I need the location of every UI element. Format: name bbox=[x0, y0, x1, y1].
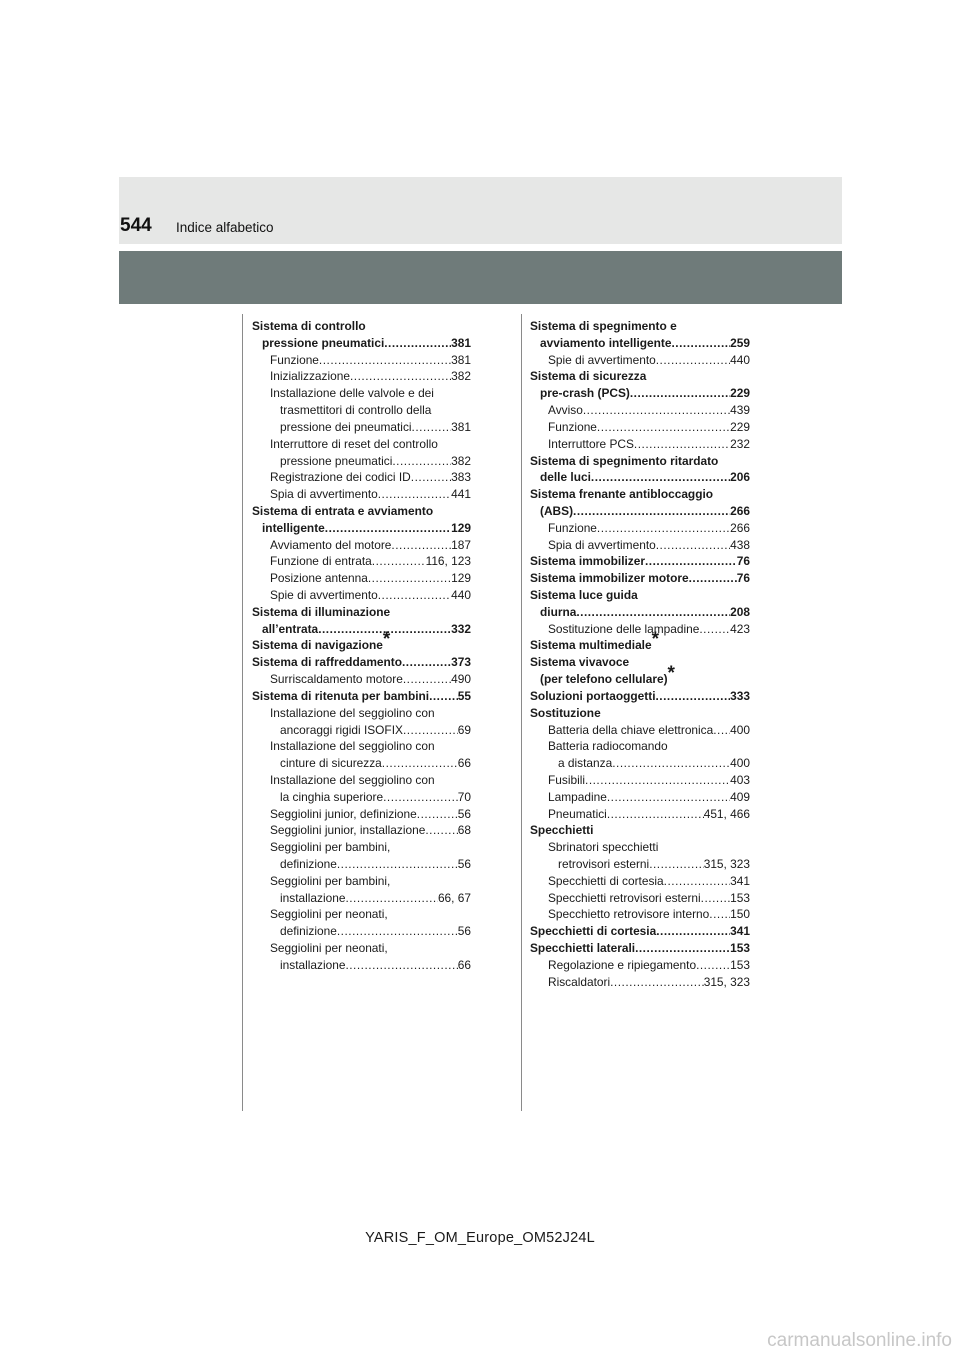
index-entry bbox=[252, 503, 471, 520]
index-entry-label: Sistema di entrata e avviamento bbox=[252, 503, 434, 518]
index-entry-label: Soluzioni portaoggetti bbox=[530, 688, 656, 703]
index-entry bbox=[252, 705, 471, 722]
index-entry-page: 266 bbox=[730, 503, 750, 518]
index-entry-label: Sistema luce guida bbox=[530, 588, 638, 602]
index-entry bbox=[252, 368, 471, 385]
index-entry-label: Sistema di controllo bbox=[252, 319, 366, 333]
index-entry-label: Seggiolini per bambini, bbox=[270, 840, 391, 855]
index-entry-page: 409 bbox=[730, 789, 750, 804]
dot-leader bbox=[573, 503, 730, 520]
dot-leader bbox=[337, 923, 458, 940]
index-entry-label: Riscaldatori bbox=[548, 974, 611, 989]
index-entry-label: Sistema di raffreddamento bbox=[252, 655, 402, 670]
index-entry bbox=[530, 755, 750, 772]
index-entry-label: Specchietti retrovisori esterni bbox=[548, 890, 701, 905]
index-entry bbox=[530, 839, 750, 856]
dot-leader bbox=[378, 486, 451, 503]
index-entry bbox=[530, 537, 750, 554]
index-entry-label: Funzione bbox=[548, 419, 597, 434]
index-entry bbox=[252, 453, 471, 470]
index-entry bbox=[530, 570, 750, 587]
index-entry bbox=[530, 906, 750, 923]
index-entry-label: Batteria radiocomando bbox=[548, 739, 668, 754]
index-entry bbox=[252, 940, 471, 957]
index-entry-page: 423 bbox=[730, 621, 750, 636]
index-entry bbox=[530, 738, 750, 755]
index-entry-label: Sistema multimediale bbox=[530, 638, 652, 653]
index-entry-page: 68 bbox=[457, 823, 471, 838]
dot-leader bbox=[383, 789, 458, 806]
index-entry bbox=[530, 368, 750, 385]
index-entry-page: 315, 323 bbox=[703, 974, 750, 989]
index-entry-page: 69 bbox=[457, 722, 471, 737]
dot-leader bbox=[350, 368, 451, 385]
index-entry-label: Specchietti di cortesia bbox=[530, 924, 657, 939]
dot-leader bbox=[610, 974, 704, 991]
dot-leader bbox=[699, 621, 730, 638]
index-entry-label: ancoraggi rigidi ISOFIX bbox=[280, 722, 403, 737]
index-entry bbox=[252, 419, 471, 436]
index-entry bbox=[252, 629, 471, 654]
index-entry-page: 187 bbox=[451, 537, 471, 552]
index-entry bbox=[530, 923, 750, 940]
index-entry bbox=[530, 806, 750, 823]
index-entry-label: Spia di avvertimento bbox=[548, 537, 656, 552]
index-entry-page: 451, 466 bbox=[703, 806, 750, 821]
index-entry-page: 381 bbox=[451, 419, 471, 434]
dot-leader bbox=[345, 890, 437, 907]
dot-leader bbox=[630, 385, 730, 402]
index-entry bbox=[530, 621, 750, 638]
index-entry-label: Avviamento del motore bbox=[270, 537, 392, 552]
index-entry bbox=[252, 436, 471, 453]
index-entry-page: 229 bbox=[730, 419, 750, 434]
index-entry bbox=[252, 335, 471, 352]
index-entry bbox=[252, 671, 471, 688]
section-color-band bbox=[119, 251, 842, 304]
index-entry-label: intelligente bbox=[262, 520, 325, 535]
index-entry-label: cinture di sicurezza bbox=[280, 756, 382, 771]
index-entry-label: Sistema di navigazione bbox=[252, 638, 383, 653]
index-entry-page: 341 bbox=[730, 924, 750, 939]
index-entry bbox=[252, 755, 471, 772]
asterisk-icon: * bbox=[651, 629, 660, 651]
document-code: YARIS_F_OM_Europe_OM52J24L bbox=[365, 1230, 595, 1246]
dot-leader bbox=[345, 957, 457, 974]
index-entry bbox=[530, 335, 750, 352]
index-entry-label: Batteria della chiave elettronica bbox=[548, 722, 714, 737]
index-entry bbox=[530, 385, 750, 402]
index-entry-label: Avviso bbox=[548, 403, 583, 418]
index-entry-label: Inizializzazione bbox=[270, 369, 350, 384]
dot-leader bbox=[372, 553, 426, 570]
index-entry-label: installazione bbox=[280, 957, 346, 972]
dot-leader bbox=[656, 923, 730, 940]
index-entry bbox=[530, 822, 750, 839]
index-entry bbox=[530, 722, 750, 739]
index-entry-label: Installazione del seggiolino con bbox=[270, 739, 435, 754]
index-entry-page: 259 bbox=[730, 335, 750, 350]
index-entry bbox=[530, 604, 750, 621]
index-entry-page: 400 bbox=[730, 756, 750, 771]
index-entry-page: 66 bbox=[457, 957, 471, 972]
index-entry-label: pressione pneumatici bbox=[262, 335, 385, 350]
dot-leader bbox=[585, 772, 730, 789]
index-entry bbox=[530, 654, 750, 671]
index-entry bbox=[530, 873, 750, 890]
index-entry bbox=[252, 553, 471, 570]
index-column-left bbox=[252, 318, 471, 974]
index-entry bbox=[530, 486, 750, 503]
dot-leader bbox=[402, 654, 451, 671]
dot-leader bbox=[368, 570, 451, 587]
index-entry-page: 333 bbox=[730, 688, 750, 703]
index-entry bbox=[530, 957, 750, 974]
section-title: Indice alfabetico bbox=[176, 220, 274, 235]
index-entry-label: Sistema di ritenuta per bambini bbox=[252, 688, 430, 703]
index-entry bbox=[530, 419, 750, 436]
index-entry-label: Seggiolini junior, installazione bbox=[270, 823, 426, 838]
index-entry-page: 383 bbox=[451, 470, 471, 485]
index-entry bbox=[252, 621, 471, 638]
index-entry bbox=[252, 469, 471, 486]
dot-leader bbox=[382, 755, 458, 772]
dot-leader bbox=[392, 453, 451, 470]
index-entry bbox=[252, 789, 471, 806]
index-entry-page: 382 bbox=[451, 453, 471, 468]
index-entry-label: Installazione del seggiolino con bbox=[270, 772, 435, 787]
index-entry-label: Funzione di entrata bbox=[270, 554, 372, 569]
index-entry-page: 66 bbox=[457, 756, 471, 771]
dot-leader bbox=[576, 604, 730, 621]
dot-leader bbox=[384, 335, 451, 352]
index-entry-page: 153 bbox=[730, 941, 750, 956]
asterisk-icon: * bbox=[667, 663, 675, 685]
index-entry-page: 56 bbox=[457, 857, 471, 871]
index-entry-label: (ABS) bbox=[540, 503, 574, 518]
index-entry bbox=[530, 469, 750, 486]
dot-leader bbox=[591, 469, 730, 486]
index-entry-label: delle luci bbox=[540, 470, 591, 485]
index-entry bbox=[252, 486, 471, 503]
dot-leader bbox=[403, 722, 458, 739]
dot-leader bbox=[412, 419, 452, 436]
index-entry-label: definizione bbox=[280, 857, 337, 871]
dot-leader bbox=[325, 520, 451, 537]
dot-leader bbox=[645, 553, 737, 570]
index-entry bbox=[530, 553, 750, 570]
index-entry bbox=[252, 839, 471, 856]
index-entry-page: 403 bbox=[730, 772, 750, 787]
index-entry-label: Interruttore di reset del controllo bbox=[270, 436, 438, 451]
index-entry-page: 129 bbox=[451, 571, 471, 586]
index-entry bbox=[252, 537, 471, 554]
index-column-right bbox=[530, 318, 750, 991]
index-entry-label: Regolazione e ripiegamento bbox=[548, 957, 697, 972]
index-entry-page: 153 bbox=[730, 957, 750, 972]
dot-leader bbox=[337, 856, 458, 873]
index-entry-page: 373 bbox=[451, 655, 471, 670]
index-entry-label: Surriscaldamento motore bbox=[270, 672, 403, 687]
index-entry-page: 400 bbox=[730, 722, 750, 737]
index-entry bbox=[530, 629, 750, 654]
index-entry-page: 381 bbox=[451, 352, 471, 367]
dot-leader bbox=[597, 419, 730, 436]
index-entry bbox=[530, 503, 750, 520]
index-entry bbox=[252, 318, 471, 335]
index-entry bbox=[252, 402, 471, 419]
index-entry-label: Sistema immobilizer bbox=[530, 554, 645, 569]
index-entry-label: Sistema di spegnimento ritardato bbox=[530, 453, 719, 468]
dot-leader bbox=[656, 352, 730, 369]
index-entry-label: Installazione delle valvole e dei bbox=[270, 386, 434, 401]
index-entry bbox=[252, 906, 471, 923]
index-entry-page: 382 bbox=[451, 369, 471, 384]
index-entry-page: 208 bbox=[730, 604, 750, 619]
index-entry bbox=[530, 436, 750, 453]
index-entry-label: Funzione bbox=[270, 352, 319, 367]
left-column-rule bbox=[242, 314, 243, 1111]
index-entry bbox=[252, 654, 471, 671]
index-entry-label: Sbrinatori specchietti bbox=[548, 840, 659, 855]
index-entry-label: Sistema vivavoce bbox=[530, 655, 630, 670]
index-entry bbox=[252, 738, 471, 755]
dot-leader bbox=[391, 537, 451, 554]
index-entry-label: Interruttore PCS bbox=[548, 436, 634, 451]
index-entry-label: a distanza bbox=[558, 756, 613, 771]
dot-leader bbox=[429, 688, 458, 705]
dot-leader bbox=[607, 789, 730, 806]
index-entry bbox=[530, 940, 750, 957]
index-entry-label: la cinghia superiore bbox=[280, 789, 384, 804]
index-entry bbox=[530, 688, 750, 705]
index-entry-label: pre-crash (PCS) bbox=[540, 386, 630, 401]
index-entry-page: 150 bbox=[730, 907, 750, 922]
index-entry-label: all’entrata bbox=[262, 621, 319, 636]
index-entry-label: diurna bbox=[540, 604, 577, 619]
index-entry-label: Spie di avvertimento bbox=[270, 588, 378, 602]
index-entry-page: 341 bbox=[730, 873, 750, 888]
dot-leader bbox=[672, 335, 731, 352]
index-entry-page: 490 bbox=[451, 672, 471, 687]
index-entry-page: 332 bbox=[451, 621, 471, 636]
index-entry bbox=[252, 352, 471, 369]
index-entry-page: 232 bbox=[730, 436, 750, 451]
watermark: carmanualsonline.info bbox=[767, 1330, 952, 1351]
index-entry bbox=[252, 385, 471, 402]
index-entry bbox=[530, 705, 750, 722]
index-entry-page: 206 bbox=[730, 470, 750, 485]
index-entry-page: 66, 67 bbox=[437, 890, 471, 905]
index-entry-label: Sistema immobilizer motore bbox=[530, 571, 689, 586]
index-entry-label: Sistema frenante antibloccaggio bbox=[530, 487, 714, 502]
dot-leader bbox=[689, 570, 737, 587]
index-entry bbox=[252, 604, 471, 621]
index-entry-label: Sostituzione bbox=[530, 705, 601, 720]
index-entry-page: 153 bbox=[730, 890, 750, 905]
index-entry-label: installazione bbox=[280, 890, 346, 905]
dot-leader bbox=[701, 890, 730, 907]
dot-leader bbox=[709, 906, 730, 923]
dot-leader bbox=[696, 957, 730, 974]
index-entry bbox=[252, 688, 471, 705]
index-entry-label: Seggiolini per neonati, bbox=[270, 941, 388, 956]
index-entry bbox=[530, 772, 750, 789]
index-entry bbox=[252, 822, 471, 839]
index-entry bbox=[530, 890, 750, 907]
index-entry bbox=[530, 318, 750, 335]
index-entry-label: Sistema di sicurezza bbox=[530, 369, 647, 384]
index-entry bbox=[252, 923, 471, 940]
index-entry-page: 440 bbox=[451, 588, 471, 602]
index-entry bbox=[252, 587, 471, 604]
index-entry-label: Specchietti laterali bbox=[530, 941, 636, 956]
dot-leader bbox=[425, 822, 457, 839]
index-entry bbox=[530, 520, 750, 537]
index-entry-label: Posizione antenna bbox=[270, 571, 368, 586]
index-entry bbox=[530, 974, 750, 991]
index-entry-page: 76 bbox=[736, 554, 750, 569]
dot-leader bbox=[664, 873, 730, 890]
index-entry-label: avviamento intelligente bbox=[540, 335, 672, 350]
dot-leader bbox=[411, 469, 451, 486]
index-entry bbox=[252, 806, 471, 823]
dot-leader bbox=[649, 856, 704, 873]
dot-leader bbox=[417, 806, 458, 823]
dot-leader bbox=[583, 402, 730, 419]
index-entry-page: 439 bbox=[730, 403, 750, 418]
index-entry-label: Seggiolini per neonati, bbox=[270, 907, 388, 922]
index-entry-page: 129 bbox=[451, 520, 471, 535]
index-entry-label: Installazione del seggiolino con bbox=[270, 705, 435, 720]
index-entry-label: Seggiolini junior, definizione bbox=[270, 806, 417, 821]
index-entry-label: pressione dei pneumatici bbox=[280, 419, 412, 434]
index-entry bbox=[252, 856, 471, 873]
index-entry-label: Pneumatici bbox=[548, 806, 607, 821]
index-entry bbox=[252, 570, 471, 587]
index-entry-page: 229 bbox=[730, 386, 750, 401]
index-entry-label: Specchietti di cortesia bbox=[548, 873, 664, 888]
index-entry bbox=[530, 789, 750, 806]
index-entry bbox=[252, 772, 471, 789]
index-entry-page: 55 bbox=[457, 688, 471, 703]
index-entry-page: 440 bbox=[730, 352, 750, 367]
index-entry bbox=[252, 520, 471, 537]
dot-leader bbox=[403, 671, 451, 688]
index-entry-page: 70 bbox=[457, 789, 471, 804]
index-entry-page: 438 bbox=[730, 537, 750, 552]
index-entry-page: 381 bbox=[451, 335, 471, 350]
index-entry-page: 441 bbox=[451, 487, 471, 502]
index-entry bbox=[252, 722, 471, 739]
asterisk-icon: * bbox=[382, 629, 391, 651]
dot-leader bbox=[319, 352, 451, 369]
right-column-rule bbox=[521, 314, 522, 1111]
index-entry-label: Sistema di illuminazione bbox=[252, 604, 391, 619]
index-entry-label: Registrazione dei codici ID bbox=[270, 470, 411, 485]
index-entry bbox=[252, 890, 471, 907]
index-entry bbox=[252, 957, 471, 974]
index-entry bbox=[530, 352, 750, 369]
index-entry-label: Lampadine bbox=[548, 789, 607, 804]
index-entry bbox=[530, 453, 750, 470]
index-entry-page: 315, 323 bbox=[703, 857, 750, 871]
dot-leader bbox=[656, 688, 731, 705]
dot-leader bbox=[634, 436, 730, 453]
index-entry-label: pressione pneumatici bbox=[280, 453, 393, 468]
dot-leader bbox=[713, 722, 730, 739]
dot-leader bbox=[378, 587, 451, 604]
index-entry-label: retrovisori esterni bbox=[558, 857, 650, 871]
index-entry-label: Specchietto retrovisore interno bbox=[548, 907, 710, 922]
index-entry-label: Spia di avvertimento bbox=[270, 487, 378, 502]
index-entry-page: 116, 123 bbox=[425, 554, 471, 569]
index-entry-label: trasmettitori di controllo della bbox=[280, 403, 432, 418]
index-entry-label: Sistema di spegnimento e bbox=[530, 319, 677, 333]
index-entry bbox=[530, 402, 750, 419]
index-entry-label: Specchietti bbox=[530, 823, 594, 838]
dot-leader bbox=[635, 940, 730, 957]
dot-leader bbox=[607, 806, 704, 823]
page-number: 544 bbox=[120, 215, 152, 236]
index-entry-page: 56 bbox=[457, 924, 471, 939]
index-entry bbox=[252, 873, 471, 890]
index-entry-page: 56 bbox=[457, 806, 471, 821]
index-entry-label: definizione bbox=[280, 924, 337, 939]
index-entry-label: Funzione bbox=[548, 520, 597, 535]
dot-leader bbox=[656, 537, 730, 554]
index-entry bbox=[530, 856, 750, 873]
dot-leader bbox=[597, 520, 730, 537]
index-entry-page: 266 bbox=[730, 520, 750, 535]
index-entry-label: Spie di avvertimento bbox=[548, 352, 656, 367]
index-entry bbox=[530, 587, 750, 604]
index-entry bbox=[530, 663, 750, 688]
dot-leader bbox=[612, 755, 730, 772]
index-entry-label: (per telefono cellulare) bbox=[540, 672, 668, 687]
index-entry-label: Sostituzione delle lampadine bbox=[548, 621, 700, 636]
index-entry-label: Fusibili bbox=[548, 772, 586, 787]
index-entry-label: Seggiolini per bambini, bbox=[270, 873, 391, 888]
index-entry-page: 76 bbox=[736, 571, 750, 586]
